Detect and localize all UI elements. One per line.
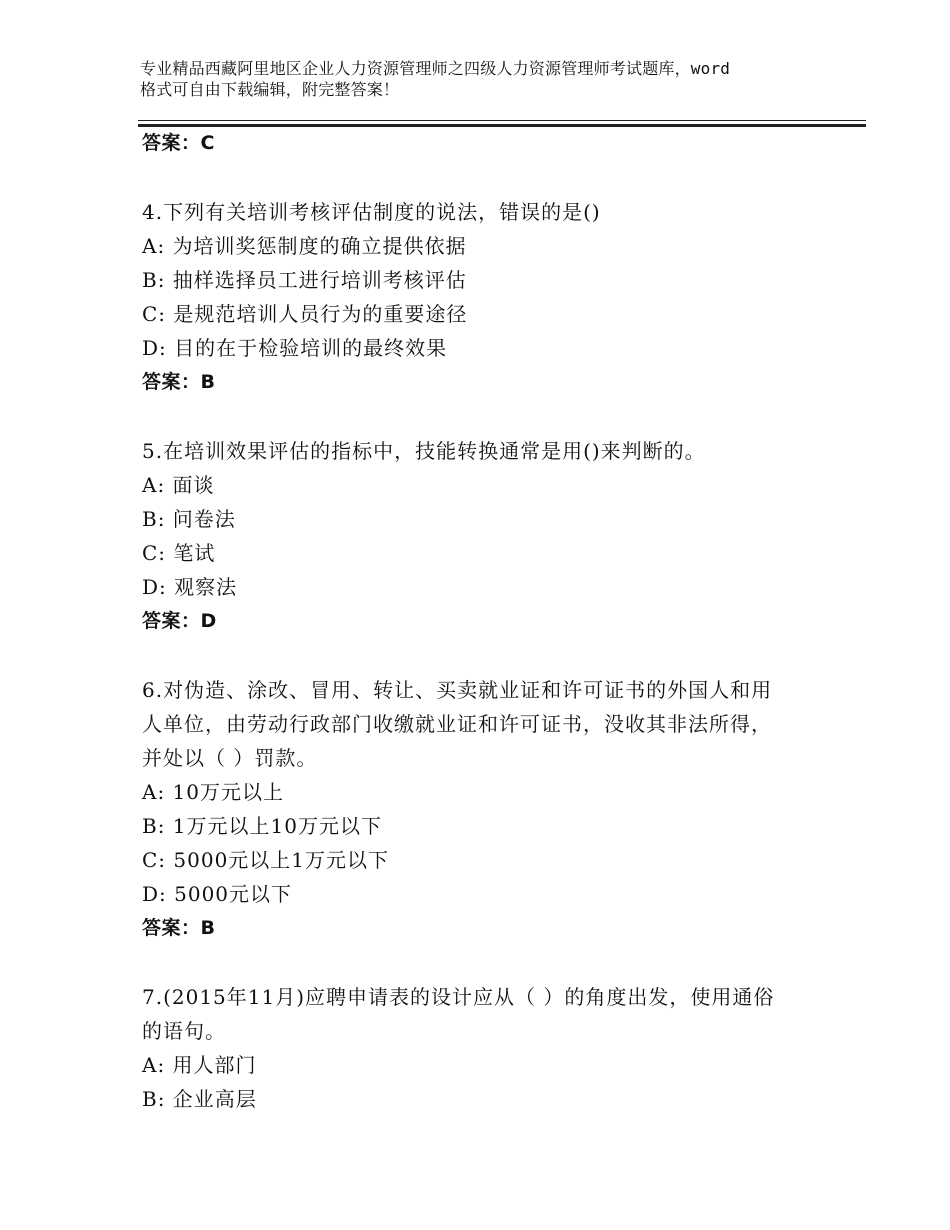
question-6-option-c: C: 5000元以上1万元以下 bbox=[142, 848, 390, 872]
question-5-option-d: D: 观察法 bbox=[142, 575, 238, 599]
question-5-option-c: C: 笔试 bbox=[142, 541, 216, 565]
question-7-stem-2: 的语句。 bbox=[142, 1019, 226, 1043]
question-7-option-b: B: 企业高层 bbox=[142, 1087, 257, 1111]
question-4-option-d: D: 目的在于检验培训的最终效果 bbox=[142, 336, 448, 360]
question-6-option-d: D: 5000元以下 bbox=[142, 882, 293, 906]
question-6-stem-3: 并处以（ ）罚款。 bbox=[142, 746, 318, 770]
question-4-stem-1: 4.下列有关培训考核评估制度的说法，错误的是() bbox=[142, 200, 601, 224]
question-6-option-b: B: 1万元以上10万元以下 bbox=[142, 814, 382, 838]
document-header bbox=[140, 58, 830, 100]
question-7-stem-1: 7.(2015年11月)应聘申请表的设计应从（ ）的角度出发，使用通俗 bbox=[142, 985, 775, 1009]
question-4-option-b: B: 抽样选择员工进行培训考核评估 bbox=[142, 268, 467, 292]
header-line-1: 专业精品西藏阿里地区企业人力资源管理师之四级人力资源管理师考试题库，word bbox=[140, 59, 731, 78]
answer-prev: 答案：C bbox=[142, 132, 215, 154]
question-6-option-a: A: 10万元以上 bbox=[142, 780, 284, 804]
question-5-option-b: B: 问卷法 bbox=[142, 507, 236, 531]
question-5-option-a: A: 面谈 bbox=[142, 473, 215, 497]
question-4-answer: 答案：B bbox=[142, 371, 216, 393]
header-rule-thick bbox=[138, 124, 866, 127]
question-6-stem-1: 6.对伪造、涂改、冒用、转让、买卖就业证和许可证书的外国人和用 bbox=[142, 678, 773, 702]
question-5-answer: 答案：D bbox=[142, 610, 217, 632]
header-rule-thin bbox=[138, 120, 866, 121]
question-7-option-a: A: 用人部门 bbox=[142, 1053, 257, 1077]
question-4-option-c: C: 是规范培训人员行为的重要途径 bbox=[142, 302, 468, 326]
question-6-answer: 答案：B bbox=[142, 917, 216, 939]
question-5-stem-1: 5.在培训效果评估的指标中，技能转换通常是用()来判断的。 bbox=[142, 439, 706, 463]
question-6-stem-2: 人单位，由劳动行政部门收缴就业证和许可证书，没收其非法所得， bbox=[142, 712, 772, 736]
header-line-2: 格式可自由下载编辑，附完整答案！ bbox=[140, 80, 400, 99]
question-4-option-a: A: 为培训奖惩制度的确立提供依据 bbox=[142, 234, 467, 258]
